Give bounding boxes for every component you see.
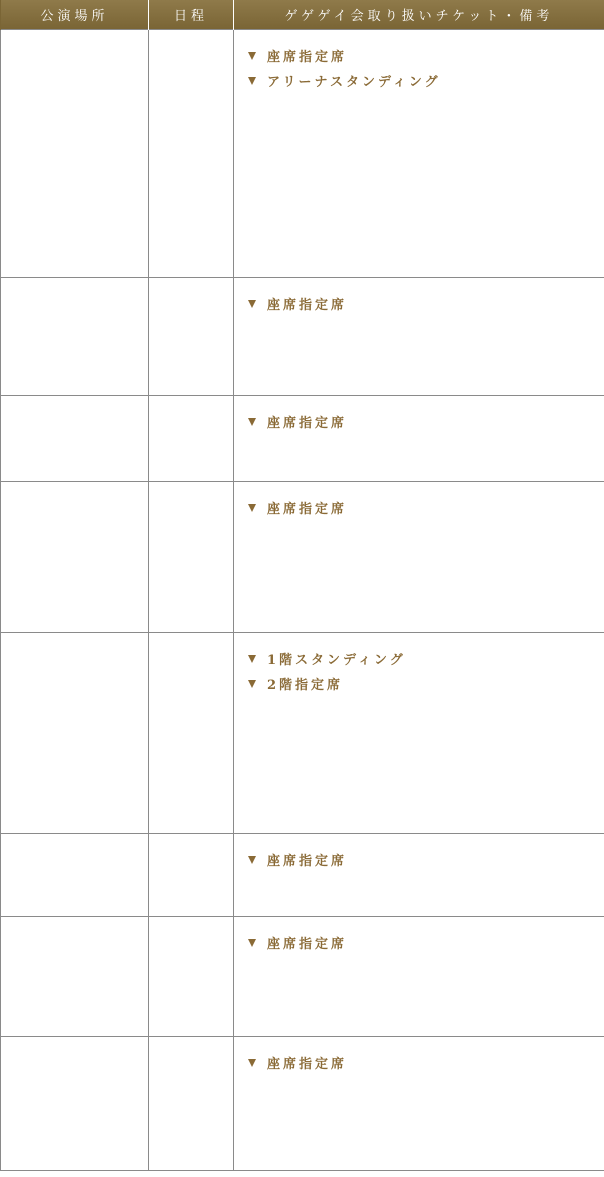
ticket-list <box>234 30 604 90</box>
triangle-down-icon <box>248 300 256 308</box>
venue-cell <box>1 278 149 396</box>
date-cell <box>149 1037 234 1171</box>
triangle-down-icon <box>248 418 256 426</box>
ticket-item <box>248 1053 604 1072</box>
ticket-label: 座席指定席 <box>267 298 348 313</box>
table-row <box>1 633 604 834</box>
tickets-cell <box>234 633 604 834</box>
ticket-label: 座席指定席 <box>267 937 348 952</box>
table-body <box>1 30 604 1171</box>
header-row <box>1 0 604 30</box>
ticket-item <box>248 674 604 693</box>
tickets-cell <box>234 917 604 1037</box>
table-row <box>1 917 604 1037</box>
venue-cell <box>1 633 149 834</box>
venue-cell <box>1 482 149 633</box>
date-cell <box>149 278 234 396</box>
date-cell <box>149 482 234 633</box>
ticket-list <box>234 917 604 952</box>
ticket-item <box>248 294 604 313</box>
date-cell <box>149 30 234 278</box>
tickets-cell <box>234 1037 604 1171</box>
ticket-item <box>248 850 604 869</box>
venue-cell <box>1 396 149 482</box>
ticket-item <box>248 498 604 517</box>
triangle-down-icon <box>248 856 256 864</box>
ticket-item <box>248 933 604 952</box>
ticket-item <box>248 412 604 431</box>
ticket-label: 2階指定席 <box>267 678 344 693</box>
tickets-cell <box>234 834 604 917</box>
table-header <box>1 0 604 30</box>
ticket-item <box>248 46 604 65</box>
venue-cell <box>1 834 149 917</box>
header-venue: 公演場所 <box>1 0 149 30</box>
date-cell <box>149 396 234 482</box>
venue-cell <box>1 1037 149 1171</box>
ticket-list <box>234 482 604 517</box>
triangle-down-icon <box>248 655 256 663</box>
table-row <box>1 1037 604 1171</box>
date-cell <box>149 834 234 917</box>
tickets-cell <box>234 278 604 396</box>
table-row <box>1 278 604 396</box>
triangle-down-icon <box>248 504 256 512</box>
ticket-list <box>234 834 604 869</box>
table-row <box>1 396 604 482</box>
ticket-item <box>248 649 604 668</box>
tickets-cell <box>234 30 604 278</box>
header-tickets: ゲゲゲイ会取り扱いチケット・備考 <box>234 0 604 30</box>
date-cell <box>149 633 234 834</box>
ticket-label: 座席指定席 <box>267 502 348 517</box>
header-date: 日程 <box>149 0 234 30</box>
ticket-list <box>234 278 604 313</box>
ticket-list <box>234 633 604 693</box>
table-row <box>1 30 604 278</box>
triangle-down-icon <box>248 52 256 60</box>
triangle-down-icon <box>248 680 256 688</box>
tickets-cell <box>234 396 604 482</box>
ticket-label: 1階スタンディング <box>267 653 406 668</box>
ticket-label: 座席指定席 <box>267 416 348 431</box>
ticket-list <box>234 1037 604 1072</box>
ticket-label: アリーナスタンディング <box>267 75 441 90</box>
ticket-label: 座席指定席 <box>267 50 348 65</box>
triangle-down-icon <box>248 939 256 947</box>
tickets-cell <box>234 482 604 633</box>
triangle-down-icon <box>248 1059 256 1067</box>
venue-cell <box>1 917 149 1037</box>
venue-cell <box>1 30 149 278</box>
ticket-label: 座席指定席 <box>267 854 348 869</box>
ticket-item <box>248 71 604 90</box>
triangle-down-icon <box>248 77 256 85</box>
table-row <box>1 834 604 917</box>
table-row <box>1 482 604 633</box>
date-cell <box>149 917 234 1037</box>
ticket-list <box>234 396 604 431</box>
ticket-label: 座席指定席 <box>267 1057 348 1072</box>
